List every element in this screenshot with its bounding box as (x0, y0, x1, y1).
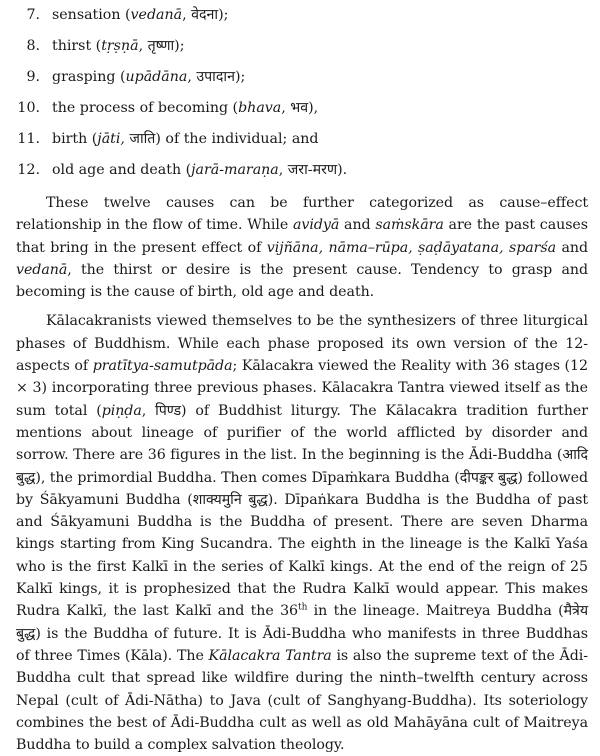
list-item-number: 7. (26, 7, 40, 23)
paragraph-kalacakra: Kālacakranists viewed themselves to be the synthesizers of three liturgical phases of Buddhism. While each phase proposed its own version of the 12- aspects of pratītya-samutpāda; Kālacakra viewed the Reality with 36 stages (12 × 3) incorporating three previous phases. Kālacakra Tantra viewed itself as the sum total (piṇḍa, पिण्ड) of Buddhist liturgy. The Kālacakra tradition further mentions about lineage of purifier of the world afflicted by disorder and sorrow. There are 36 figures in the list. In the beginning is the Ādi-Buddha (आदि बुद्ध), the primordial Buddha. Then comes Dīpaṁkara Buddha (दीपङ्कर बुद्ध) followed by Śākyamuni Buddha (शाक्यमुनि बुद्ध). Dīpaṅkara Buddha is the Buddha of past and Śākyamuni Buddha is the Buddha of present. There are seven Dharma kings starting from King Sucandra. The eighth in the lineage is the Kalkī Yaśa who is the first Kalkī in the series of Kalkī kings. At the end of the reign of 25 Kalkī kings, it is prophesized that the Rudra Kalkī would appear. This makes Rudra Kalkī, the last Kalkī and the 36th in the lineage. Maitreya Buddha (मैत्रेय बुद्ध) is the Buddha of future. It is Ādi-Buddha who manifests in three Buddhas of three Times (Kāla). The Kālacakra Tantra is also the supreme text of the Ādi-Buddha cult that spread like wildfire during the ninth–twelfth century across Nepal (cult of Ādi-Nātha) to Java (cult of Sanghyang-Buddha). Its soteriology combines the best of Ādi-Buddha cult as well as old Mahāyāna cult of Maitreya Buddha to build a complex salvation theology. (16, 313, 589, 754)
list-item (16, 93, 588, 124)
list-item-text: grasping (upādāna, उपादान); (52, 69, 246, 85)
list-item-text: thirst (tṛṣṇā, तृष्णा); (52, 38, 185, 54)
list-item-text: sensation (vedanā, वेदना); (52, 7, 229, 23)
list-item-number: 12. (17, 162, 40, 178)
list-item (16, 0, 588, 31)
list-item-text: birth (jāti, जाति) of the individual; and (52, 131, 319, 147)
paragraph-causes: These twelve causes can be further categorized as cause–effect relationship in the flow of time. While avidyā and saṁskāra are the past causes that bring in the present effect of vijñāna, nāma–rūpa, ṣaḍāyatana, sparśa and vedanā, the thirst or desire is the present cause. Tendency to grasp and becoming is the cause of birth, old age and death. (16, 195, 589, 301)
list-item (16, 155, 588, 186)
causes-list (16, 0, 588, 186)
list-item-number: 11. (17, 131, 40, 147)
list-item-text: old age and death (jarā-maraṇa, जरा-मरण). (52, 162, 348, 178)
list-item-term: vedanā (130, 7, 183, 23)
list-item (16, 124, 588, 155)
list-item-term: upādāna (125, 69, 188, 85)
list-item-term: bhava (238, 100, 282, 116)
list-item (16, 31, 588, 62)
list-item-number: 9. (26, 69, 40, 85)
list-item-number: 8. (26, 38, 40, 54)
list-item-text: the process of becoming (bhava, भव), (52, 100, 319, 116)
list-item-term: tṛṣṇā (101, 38, 139, 54)
list-item (16, 62, 588, 93)
list-item-number: 10. (17, 100, 40, 116)
list-item-term: jāti, (97, 131, 125, 147)
list-item-term: jarā-maraṇa (191, 162, 279, 178)
